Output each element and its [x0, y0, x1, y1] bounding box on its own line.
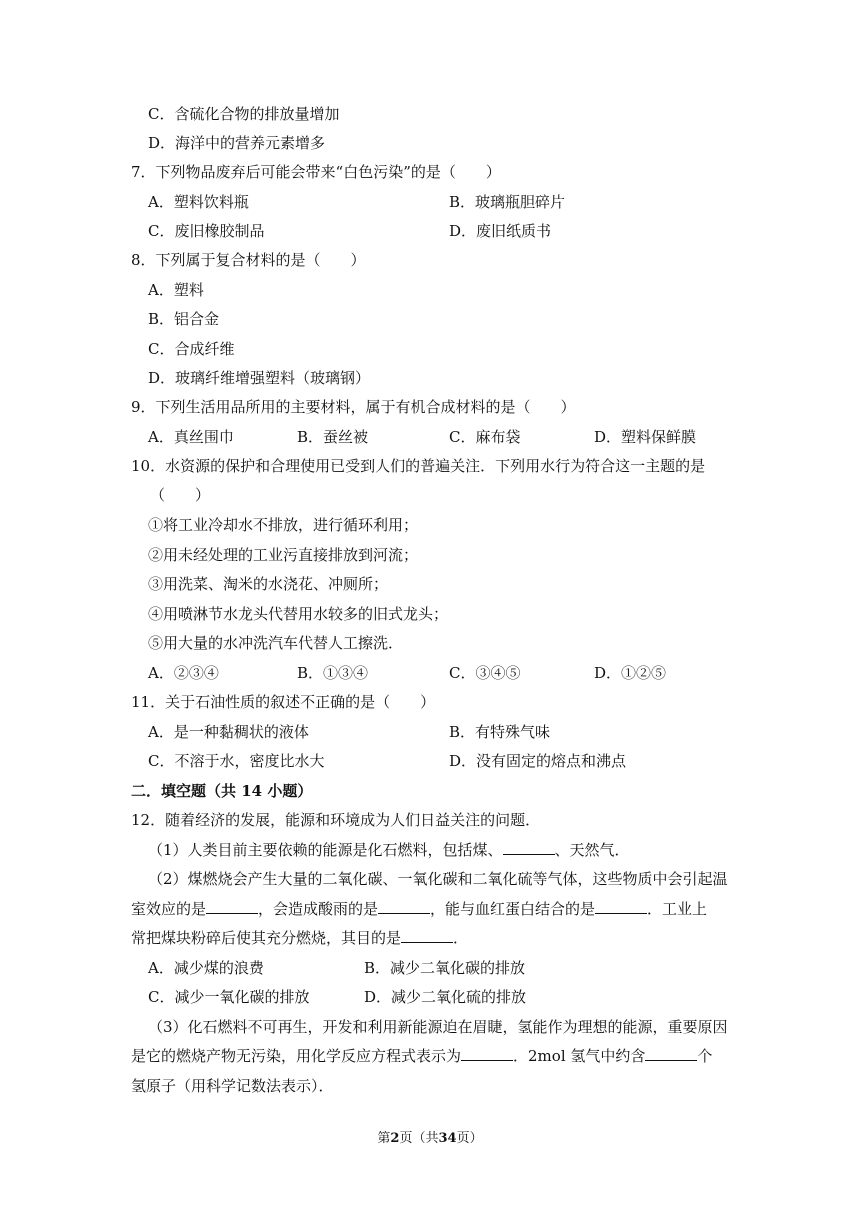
q10-item-4: ④用喷淋节水龙头代替用水较多的旧式龙头； [148, 605, 449, 623]
q12-part2-line3 [131, 928, 468, 948]
q10-option-c: C．③④⑤ [449, 664, 521, 682]
q12-option-c: C．减少一氧化碳的排放 [148, 988, 310, 1006]
q12-part2-text: ，能与血红蛋白结合的是 [430, 900, 596, 918]
footer-text: 页） [456, 1131, 483, 1146]
q12-part2-text: ． [453, 929, 469, 947]
q9-stem: 9．下列生活用品所用的主要材料，属于有机合成材料的是（ ） [131, 398, 576, 416]
q10-item-5: ⑤用大量的水冲洗汽车代替人工擦洗． [148, 634, 404, 652]
q12-part2-text: ．工业上 [647, 900, 708, 918]
q6-option-c: C．含硫化合物的排放量增加 [148, 105, 340, 123]
q12-part1 [148, 840, 630, 860]
q10-item-2: ②用未经处理的工业污直接排放到河流； [148, 546, 419, 564]
q10-option-b: B．①③④ [297, 664, 369, 682]
q11-option-c: C．不溶于水，密度比水大 [148, 752, 325, 770]
answer-blank [206, 899, 258, 914]
q12-part3-line1: （3）化石燃料不可再生，开发和利用新能源迫在眉睫，氢能作为理想的能源，重要原因 [148, 1018, 728, 1036]
q9-option-c: C．麻布袋 [449, 428, 521, 446]
q8-stem: 8．下列属于复合材料的是（ ） [131, 251, 366, 269]
q12-part3-line2 [131, 1046, 712, 1066]
q10-item-1: ①将工业冷却水不排放，进行循环利用； [148, 516, 419, 534]
q9-option-d: D．塑料保鲜膜 [594, 428, 697, 446]
q12-option-b: B．减少二氧化碳的排放 [364, 959, 526, 977]
q12-part3-text: 个 [697, 1047, 713, 1065]
q12-part2-text: ，会造成酸雨的是 [258, 900, 379, 918]
q12-option-a: A．减少煤的浪费 [148, 959, 264, 977]
q7-option-b: B．玻璃瓶胆碎片 [449, 193, 566, 211]
q12-part2-text: 常把煤块粉碎后使其充分燃烧，其目的是 [131, 929, 402, 947]
q12-part2-line2 [131, 899, 707, 919]
answer-blank [645, 1046, 697, 1061]
page-footer [0, 1130, 860, 1148]
q9-option-a: A．真丝围巾 [148, 428, 234, 446]
q11-option-a: A．是一种黏稠状的液体 [148, 723, 309, 741]
q12-part3-text: 是它的燃烧产物无污染，用化学反应方程式表示为 [131, 1047, 462, 1065]
q10-option-d: D．①②⑤ [594, 664, 667, 682]
q8-option-a: A．塑料 [148, 281, 204, 299]
q10-item-3: ③用洗菜、淘米的水浇花、冲厕所； [148, 575, 389, 593]
q9-option-b: B．蚕丝被 [297, 428, 369, 446]
q12-part1-text-b: 、天然气． [554, 841, 630, 859]
q11-stem: 11．关于石油性质的叙述不正确的是（ ） [131, 693, 436, 711]
q6-option-d: D．海洋中的营养元素增多 [148, 134, 326, 152]
q12-part3-line3: 氢原子（用科学记数法表示）． [131, 1077, 334, 1095]
q7-option-a: A．塑料饮料瓶 [148, 193, 249, 211]
answer-blank [401, 928, 453, 943]
q12-option-d: D．减少二氧化硫的排放 [364, 988, 527, 1006]
q12-stem: 12．随着经济的发展，能源和环境成为人们日益关注的问题． [131, 811, 541, 829]
q12-part2-text: 室效应的是 [131, 900, 207, 918]
q12-part1-text-a: （1）人类目前主要依赖的能源是化石燃料，包括煤、 [148, 841, 503, 859]
q7-option-c: C．废旧橡胶制品 [148, 222, 265, 240]
q8-option-b: B．铝合金 [148, 310, 220, 328]
q11-option-b: B．有特殊气味 [449, 723, 551, 741]
q8-option-d: D．玻璃纤维增强塑料（玻璃钢） [148, 369, 371, 387]
answer-blank [378, 899, 430, 914]
answer-blank [461, 1046, 513, 1061]
footer-text: 第 [377, 1131, 391, 1146]
q10-stem: 10．水资源的保护和合理使用已受到人们的普遍关注．下列用水行为符合这一主题的是 [131, 457, 706, 475]
q11-option-d: D．没有固定的熔点和沸点 [449, 752, 627, 770]
q10-option-a: A．②③④ [148, 664, 219, 682]
footer-text: 页（共 [399, 1131, 439, 1146]
answer-blank [595, 899, 647, 914]
page-number: 2 [390, 1131, 400, 1146]
q7-option-d: D．废旧纸质书 [449, 222, 552, 240]
q7-stem: 7．下列物品废弃后可能会带来“白色污染”的是（ ） [131, 163, 501, 181]
section-heading: 二．填空题（共 14 小题） [131, 782, 313, 800]
q12-part3-text: ．2mol 氢气中约含 [513, 1047, 646, 1065]
q8-option-c: C．合成纤维 [148, 340, 235, 358]
q12-part2-line1: （2）煤燃烧会产生大量的二氧化碳、一氧化碳和二氧化硫等气体，这些物质中会引起温 [148, 870, 728, 888]
q10-paren: （ ） [150, 486, 211, 504]
total-pages: 34 [438, 1131, 457, 1146]
answer-blank [503, 840, 555, 855]
